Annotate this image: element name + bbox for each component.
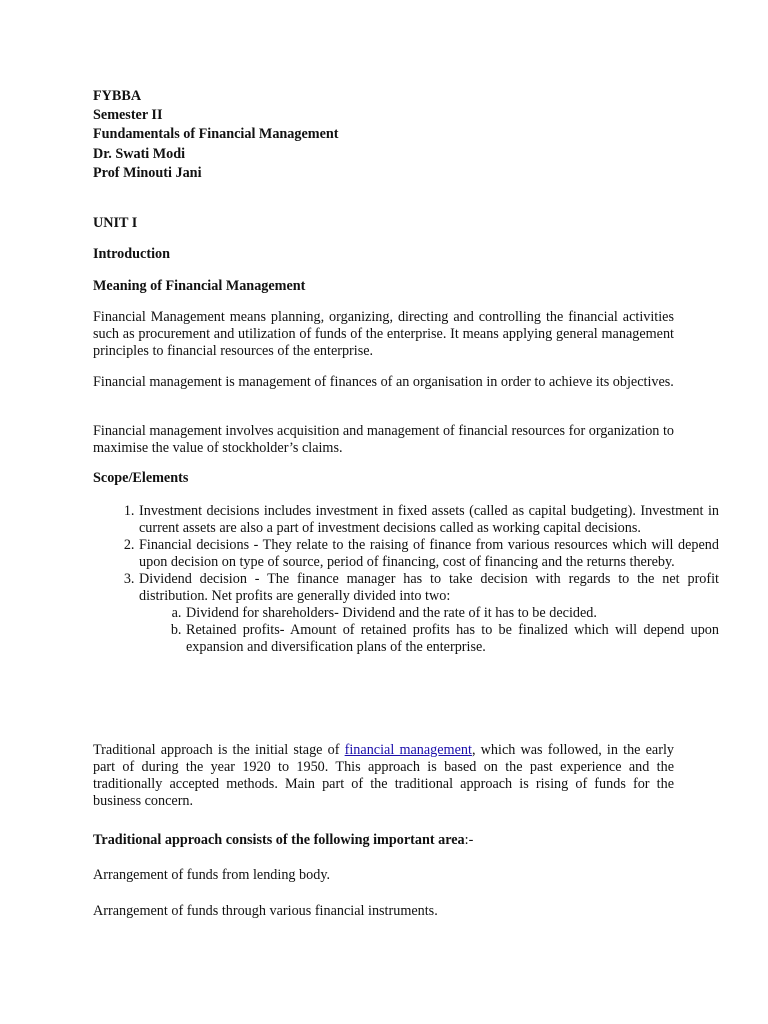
list-item-text: Dividend decision - The finance manager has to take decision with regards to the net profit distribution. Net profits are generally divided into two:	[139, 571, 719, 604]
traditional-paragraph	[93, 742, 674, 810]
scope-heading: Scope/Elements	[93, 470, 189, 486]
list-item	[138, 537, 719, 571]
traditional-heading	[93, 832, 674, 849]
sub-list-item-text: Dividend for shareholders- Dividend and the rate of it has to be decided.	[186, 605, 597, 621]
list-item	[138, 503, 719, 537]
meaning-heading: Meaning of Financial Management	[93, 278, 306, 294]
course-label: FYBBA	[93, 88, 142, 104]
area-item: Arrangement of funds through various financial instruments.	[93, 903, 438, 919]
traditional-heading-text: Traditional approach consists of the following important area	[93, 832, 465, 848]
traditional-heading-suffix: :-	[464, 832, 474, 848]
semester-label: Semester II	[93, 107, 163, 123]
unit-heading: UNIT I	[93, 215, 138, 231]
paragraph: Financial Management means planning, organizing, directing and controlling the financial activities such as procurement and utilization of funds of the enterprise. It means applying general management principles to financial resources of the enterprise.	[93, 309, 674, 359]
financial-management-link[interactable]: financial management	[344, 742, 472, 758]
author-name: Prof Minouti Jani	[93, 165, 202, 181]
subject-title: Fundamentals of Financial Management	[93, 126, 339, 142]
paragraph-text: , which was followed, in the early part of during the year 1920 to 1950. This approach is based on the past experience and the traditionally accepted methods. Main part of the traditional approach is rising of funds for the business concern.	[93, 742, 674, 809]
paragraph: Financial management is management of finances of an organisation in order to achieve its objectives.	[93, 374, 674, 390]
paragraph-text: Traditional approach is the initial stage of	[93, 742, 345, 758]
area-item: Arrangement of funds from lending body.	[93, 867, 331, 883]
introduction-heading: Introduction	[93, 246, 170, 262]
dividend-sublist	[139, 605, 719, 656]
sub-list-item	[185, 605, 719, 622]
sub-list-item	[185, 622, 719, 656]
scope-list	[93, 503, 719, 656]
sub-list-item-text: Retained profits- Amount of retained profits has to be finalized which will depend upon expansion and diversification plans of the enterprise.	[186, 622, 719, 655]
paragraph: Financial management involves acquisition and management of financial resources for organization to maximise the value of stockholder’s claims.	[93, 423, 674, 456]
list-item-text: Investment decisions includes investment in fixed assets (called as capital budgeting). Investment in current assets are also a part of investment decisions called as working capital decisions.	[139, 503, 719, 536]
list-item	[138, 571, 719, 656]
author-name: Dr. Swati Modi	[93, 146, 186, 162]
list-item-text: Financial decisions - They relate to the raising of finance from various resources which will depend upon decision on type of source, period of financing, cost of financing and the returns thereby.	[139, 537, 719, 570]
